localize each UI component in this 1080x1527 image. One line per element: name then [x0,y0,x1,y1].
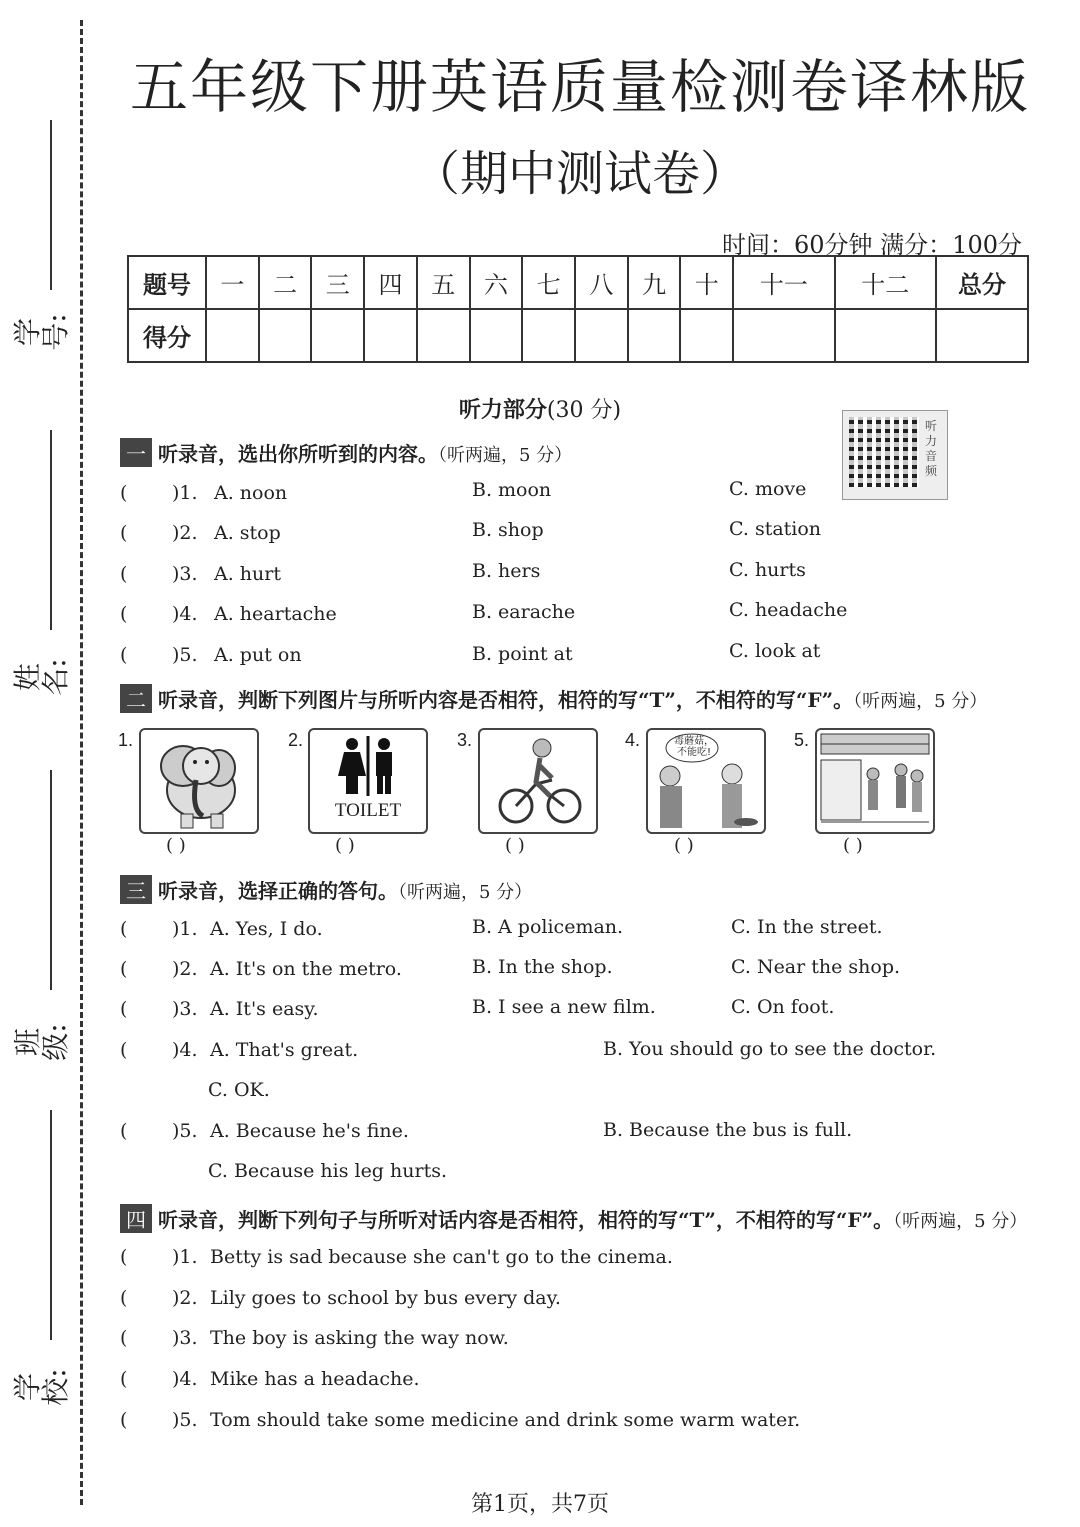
option-c: C. In the street. [731,916,883,938]
score-col: 三 [311,256,364,309]
option-a: A. Because he's fine. [210,1120,409,1142]
option-a: A. It's easy. [210,998,319,1020]
option-b: B. I see a new film. [472,996,656,1018]
page-footer: 第1页，共7页 [471,1492,609,1517]
score-table-header-row [128,256,1028,309]
option-c: C. OK. [208,1079,270,1101]
score-cell[interactable] [417,309,470,362]
section-4-heading: 四 听录音，判断下列句子与所听对话内容是否相符，相符的写“T”，不相符的写“F”。（听两遍，5 分） [120,1204,1027,1233]
statement: The boy is asking the way now. [210,1327,509,1349]
option-b: B. You should go to see the doctor. [603,1038,937,1060]
class-label: 班级: [11,1023,72,1061]
score-cell-total[interactable] [936,309,1028,362]
option-c: C. look at [729,640,821,662]
option-c: C. On foot. [731,996,835,1018]
option-a: A. put on [214,644,302,666]
score-col: 七 [522,256,575,309]
school-blank [50,1110,52,1340]
score-col: 二 [259,256,312,309]
student-id-label: 学号: [11,313,72,351]
score-table-row1-label: 题号 [128,256,206,309]
score-table-row2-label: 得分 [128,309,206,362]
score-col: 五 [417,256,470,309]
option-b: B. In the shop. [472,956,613,978]
option-c: C. headache [729,599,848,621]
binding-dashed-line [80,20,83,1505]
score-col: 八 [575,256,628,309]
statement: Mike has a headache. [210,1368,420,1390]
time-info: 时间：60分钟 满分：100分 [722,231,1022,259]
score-col: 十一 [733,256,834,309]
name-blank [50,430,52,630]
score-cell[interactable] [259,309,312,362]
score-col: 六 [470,256,523,309]
score-cell[interactable] [733,309,834,362]
metro-station-picture [815,728,935,834]
option-a: A. Yes, I do. [210,918,323,940]
option-b: B. point at [472,643,573,665]
student-id-blank [50,120,52,290]
option-b: B. Because the bus is full. [603,1119,853,1141]
option-b: B. moon [472,479,552,501]
statement: Betty is sad because she can't go to the cinema. [210,1246,673,1268]
score-cell[interactable] [628,309,681,362]
section-2-heading: 二 听录音，判断下列图片与所听内容是否相符，相符的写“T”，不相符的写“F”。（听两遍，5 分） [120,684,987,713]
school-label: 学校: [11,1368,72,1406]
name-label: 姓名: [11,658,72,696]
statement: Lily goes to school by bus every day. [210,1287,561,1309]
score-cell[interactable] [575,309,628,362]
option-b: B. earache [472,601,576,623]
option-a: A. That's great. [210,1039,359,1061]
page-subtitle: （期中测试卷） [411,146,748,202]
score-cell[interactable] [835,309,936,362]
option-c: C. move [729,478,807,500]
score-col: 一 [206,256,259,309]
section-1-heading: 一 听录音，选出你所听到的内容。（听两遍，5 分） [120,438,572,467]
score-cell[interactable] [522,309,575,362]
qr-code[interactable] [842,410,948,500]
score-cell[interactable] [470,309,523,362]
score-cell[interactable] [680,309,733,362]
score-cell[interactable] [206,309,259,362]
score-table [127,255,1029,363]
section-3-heading: 三 听录音，选择正确的答句。（听两遍，5 分） [120,875,532,904]
option-a: A. hurt [214,563,281,585]
score-table-score-row [128,309,1028,362]
score-cell[interactable] [364,309,417,362]
score-cell[interactable] [311,309,364,362]
option-c: C. Near the shop. [731,956,901,978]
option-c: C. station [729,518,822,540]
people-talking-picture [646,728,766,834]
option-a: A. heartache [214,603,337,625]
score-col: 九 [628,256,681,309]
option-b: B. shop [472,519,544,541]
score-col: 十 [680,256,733,309]
elephant-picture [139,728,259,834]
listening-part-title: 听力部分(30 分) [458,397,622,423]
score-col-total: 总分 [936,256,1028,309]
option-c: C. Because his leg hurts. [208,1160,447,1182]
option-c: C. hurts [729,559,806,581]
page-title: 五年级下册英语质量检测卷译林版 [129,53,1030,121]
qr-label: 听力音频 [925,419,938,478]
score-col: 十二 [835,256,936,309]
option-a: A. noon [214,482,288,504]
option-b: B. hers [472,560,541,582]
statement: Tom should take some medicine and drink some warm water. [210,1409,801,1431]
score-col: 四 [364,256,417,309]
bike-picture [478,728,598,834]
toilet-text: TOILET [334,800,402,821]
toilet-sign-picture [308,728,428,834]
speech-bubble-text: 毒蘑菇，不能吃! [674,736,714,758]
class-blank [50,770,52,990]
option-a: A. stop [214,522,281,544]
option-b: B. A policeman. [472,916,624,938]
option-a: A. It's on the metro. [210,958,402,980]
